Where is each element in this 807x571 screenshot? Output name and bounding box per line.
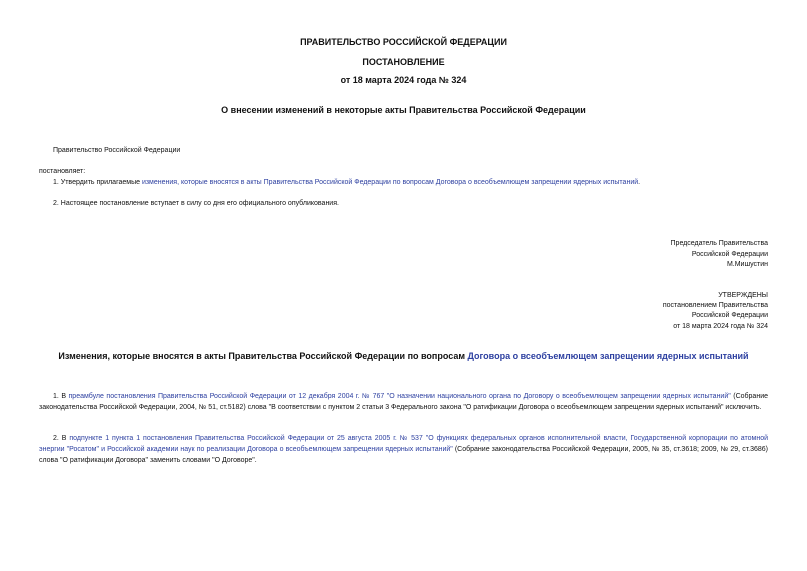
changes-title-prefix: Изменения, которые вносятся в акты Правительства Российской Федерации по вопросам: [58, 351, 468, 361]
changes-link[interactable]: изменения, которые вносятся в акты Правительства Российской Федерации по вопросам Договора о всеобъемлющем запрещении ядерных испытаний: [141, 179, 639, 186]
preamble-decrees: постановляет:: [39, 168, 86, 175]
change-paragraph-1: [39, 391, 768, 413]
preamble-government: Правительство Российской Федерации: [53, 147, 181, 154]
preamble-link[interactable]: преамбуле: [68, 393, 104, 400]
item-2: 2. Настоящее постановление вступает в силу со дня его официального опубликования.: [53, 200, 339, 207]
signature-position: Председатель Правительства: [670, 240, 768, 247]
subparagraph-link[interactable]: подпункте 1 пункта 1: [69, 435, 141, 442]
doc-type-heading: ПОСТАНОВЛЕНИЕ: [362, 57, 445, 67]
decree-537-link[interactable]: постановления Правительства Российской Федерации от 25 августа 2005 г. № 537 "О функциях федеральных органов исполнительной власти, Государственной корпорации по атомной энергии "Росатом" и Российской академии наук по реализации Договора о всеобъемлющем запрещении ядерных испытаний": [39, 435, 768, 453]
item-1-prefix: 1. Утвердить прилагаемые: [53, 179, 142, 186]
org-heading: ПРАВИТЕЛЬСТВО РОССИЙСКОЙ ФЕДЕРАЦИИ: [300, 37, 507, 47]
document-title: О внесении изменений в некоторые акты Правительства Российской Федерации: [221, 105, 586, 115]
change-1-text: (Собрание законодательства Российской Федерации, 2004, № 51, ст.5182) слова "В соответствии с пунктом 2 статьи 3 Федерального закона "О ратификации Договора о всеобъемлющем запрещении ядерных испытаний" исключить.: [39, 393, 768, 411]
change-1-number: 1. В: [53, 393, 69, 400]
signature-country: Российской Федерации: [691, 251, 768, 258]
change-2-text: (Собрание законодательства Российской Федерации, 2005, № 35, ст.3618; 2009, № 29, ст.3686) слова "О ратификации Договора" заменить словами "О Договоре".: [39, 446, 768, 464]
date-number-heading: от 18 марта 2024 года № 324: [340, 75, 467, 85]
change-paragraph-2: [39, 433, 768, 466]
approval-by: постановлением Правительства: [662, 302, 768, 309]
item-1: [53, 177, 640, 188]
approval-stamp: УТВЕРЖДЕНЫ: [718, 292, 768, 299]
changes-title: [0, 351, 807, 361]
approval-date: от 18 марта 2024 года № 324: [673, 323, 768, 330]
approval-country: Российской Федерации: [691, 312, 768, 319]
decree-767-link[interactable]: постановления Правительства Российской Федерации от 12 декабря 2004 г. № 767 "О назначении национального органа по Договору о всеобъемлющем запрещении ядерных испытаний": [106, 393, 731, 400]
treaty-link[interactable]: Договора о всеобъемлющем запрещении ядерных испытаний: [467, 351, 749, 361]
signature-name: М.Мишустин: [726, 261, 768, 268]
change-2-number: 2. В: [53, 435, 70, 442]
item-1-suffix: .: [638, 179, 641, 186]
